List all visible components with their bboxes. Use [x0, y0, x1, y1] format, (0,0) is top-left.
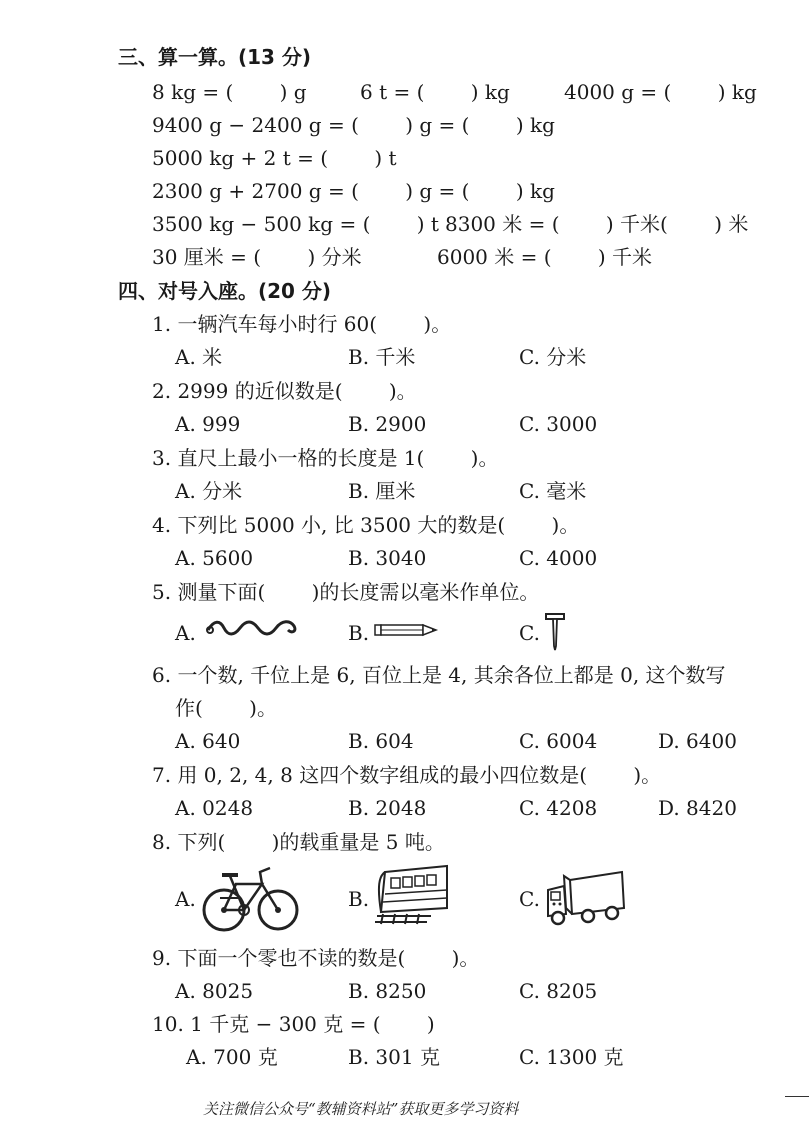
- option-a: A. 米: [175, 345, 223, 369]
- question-stem: 8. 下列( )的载重量是 5 吨。: [152, 830, 445, 854]
- calc-row-2: 9400 g − 2400 g = ( ) g = ( ) kg: [152, 113, 555, 137]
- option-a: A. 640: [175, 729, 241, 753]
- option-b: B.: [348, 621, 370, 645]
- question-stem-continued: 作( )。: [175, 696, 277, 720]
- question-stem: 9. 下面一个零也不读的数是( )。: [152, 946, 480, 970]
- option-b: B. 301 克: [348, 1045, 440, 1069]
- option-c: C. 3000: [519, 412, 598, 436]
- train-icon: [371, 862, 451, 926]
- option-b: B. 604: [348, 729, 414, 753]
- option-a: A. 700 克: [186, 1045, 278, 1069]
- calc-item: 8 kg = ( ) g: [152, 80, 307, 104]
- option-a: A. 999: [175, 412, 241, 436]
- option-a: A. 0248: [175, 796, 254, 820]
- question-stem: 2. 2999 的近似数是( )。: [152, 379, 417, 403]
- calc-item: 30 厘米 = ( ) 分米: [152, 245, 362, 269]
- option-c: C. 1300 克: [519, 1045, 624, 1069]
- option-b: B. 千米: [348, 345, 416, 369]
- option-d: D. 8420: [658, 796, 737, 820]
- option-b: B.: [348, 887, 370, 911]
- calc-item: 6000 米 = ( ) 千米: [437, 245, 653, 269]
- question-stem: 7. 用 0, 2, 4, 8 这四个数字组成的最小四位数是( )。: [152, 763, 662, 787]
- option-c: C. 毫米: [519, 479, 587, 503]
- rope-icon: [204, 614, 300, 642]
- question-stem: 3. 直尺上最小一格的长度是 1( )。: [152, 446, 499, 470]
- option-b: B. 3040: [348, 546, 427, 570]
- option-c: C. 8205: [519, 979, 598, 1003]
- option-c: C.: [519, 887, 540, 911]
- option-c: C. 4000: [519, 546, 598, 570]
- question-stem: 4. 下列比 5000 小, 比 3500 大的数是( )。: [152, 513, 580, 537]
- option-a: A.: [175, 887, 196, 911]
- nail-icon: [544, 612, 566, 652]
- section4-title: 四、对号入座。(20 分): [118, 279, 332, 303]
- option-b: B. 8250: [348, 979, 427, 1003]
- calc-item: 6 t = ( ) kg: [360, 80, 510, 104]
- margin-rule: [785, 1096, 809, 1097]
- option-a: A.: [175, 621, 196, 645]
- option-c: C.: [519, 621, 540, 645]
- calc-item: 4000 g = ( ) kg: [564, 80, 757, 104]
- calc-item: 3500 kg − 500 kg = ( ) t: [152, 212, 439, 236]
- option-b: B. 厘米: [348, 479, 416, 503]
- option-a: A. 分米: [175, 479, 243, 503]
- option-c: C. 4208: [519, 796, 598, 820]
- option-c: C. 分米: [519, 345, 587, 369]
- calc-row-4: 2300 g + 2700 g = ( ) g = ( ) kg: [152, 179, 555, 203]
- pencil-icon: [373, 621, 439, 639]
- bicycle-icon: [200, 862, 300, 934]
- section3-title: 三、算一算。(13 分): [118, 45, 312, 69]
- question-stem: 10. 1 千克 − 300 克 = ( ): [152, 1012, 435, 1036]
- option-c: C. 6004: [519, 729, 598, 753]
- option-b: B. 2900: [348, 412, 427, 436]
- calc-row-3: 5000 kg + 2 t = ( ) t: [152, 146, 397, 170]
- truck-icon: [544, 868, 628, 928]
- option-b: B. 2048: [348, 796, 427, 820]
- calc-item: 8300 米 = ( ) 千米( ) 米: [445, 212, 749, 236]
- option-d: D. 6400: [658, 729, 737, 753]
- question-stem: 1. 一辆汽车每小时行 60( )。: [152, 312, 452, 336]
- question-stem: 6. 一个数, 千位上是 6, 百位上是 4, 其余各位上都是 0, 这个数写: [152, 663, 726, 687]
- footer-note: 关注微信公众号“教辅资料站”获取更多学习资料: [203, 1100, 519, 1118]
- option-a: A. 5600: [175, 546, 254, 570]
- question-stem: 5. 测量下面( )的长度需以毫米作单位。: [152, 580, 540, 604]
- option-a: A. 8025: [175, 979, 254, 1003]
